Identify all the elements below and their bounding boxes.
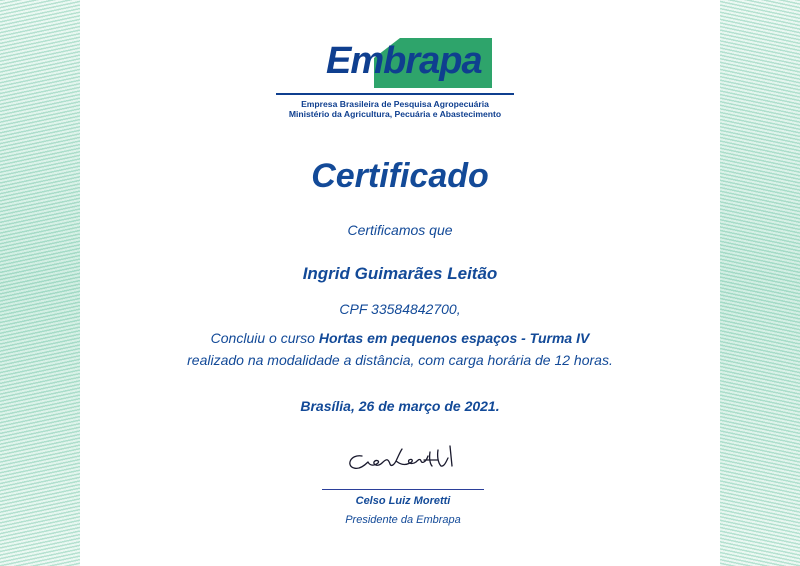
logo-rule (276, 93, 514, 95)
certificate-title: Certificado (311, 157, 489, 195)
signatory-role: Presidente da Embrapa (345, 514, 461, 526)
logo-wordmark: Embrapa (326, 40, 482, 82)
signature-line (322, 489, 484, 490)
certificate-intro: Certificamos que (347, 222, 453, 238)
place-and-date: Brasília, 26 de março de 2021. (300, 398, 500, 414)
logo-ministry-name: Ministério da Agricultura, Pecuária e Abastecimento (288, 109, 502, 119)
course-prefix: Concluiu o curso (210, 330, 319, 346)
handwritten-signature (340, 436, 470, 484)
course-line (0, 330, 800, 346)
embrapa-logo (276, 38, 516, 120)
course-name: Hortas em pequenos espaços - Turma IV (318, 330, 590, 346)
logo-company-name: Empresa Brasileira de Pesquisa Agropecuária (301, 99, 489, 109)
recipient-name: Ingrid Guimarães Leitão (302, 264, 498, 283)
course-modality: realizado na modalidade a distância, com carga horária de 12 horas. (187, 352, 613, 368)
recipient-cpf: CPF 33584842700, (339, 301, 461, 317)
signatory-name: Celso Luiz Moretti (355, 495, 451, 507)
